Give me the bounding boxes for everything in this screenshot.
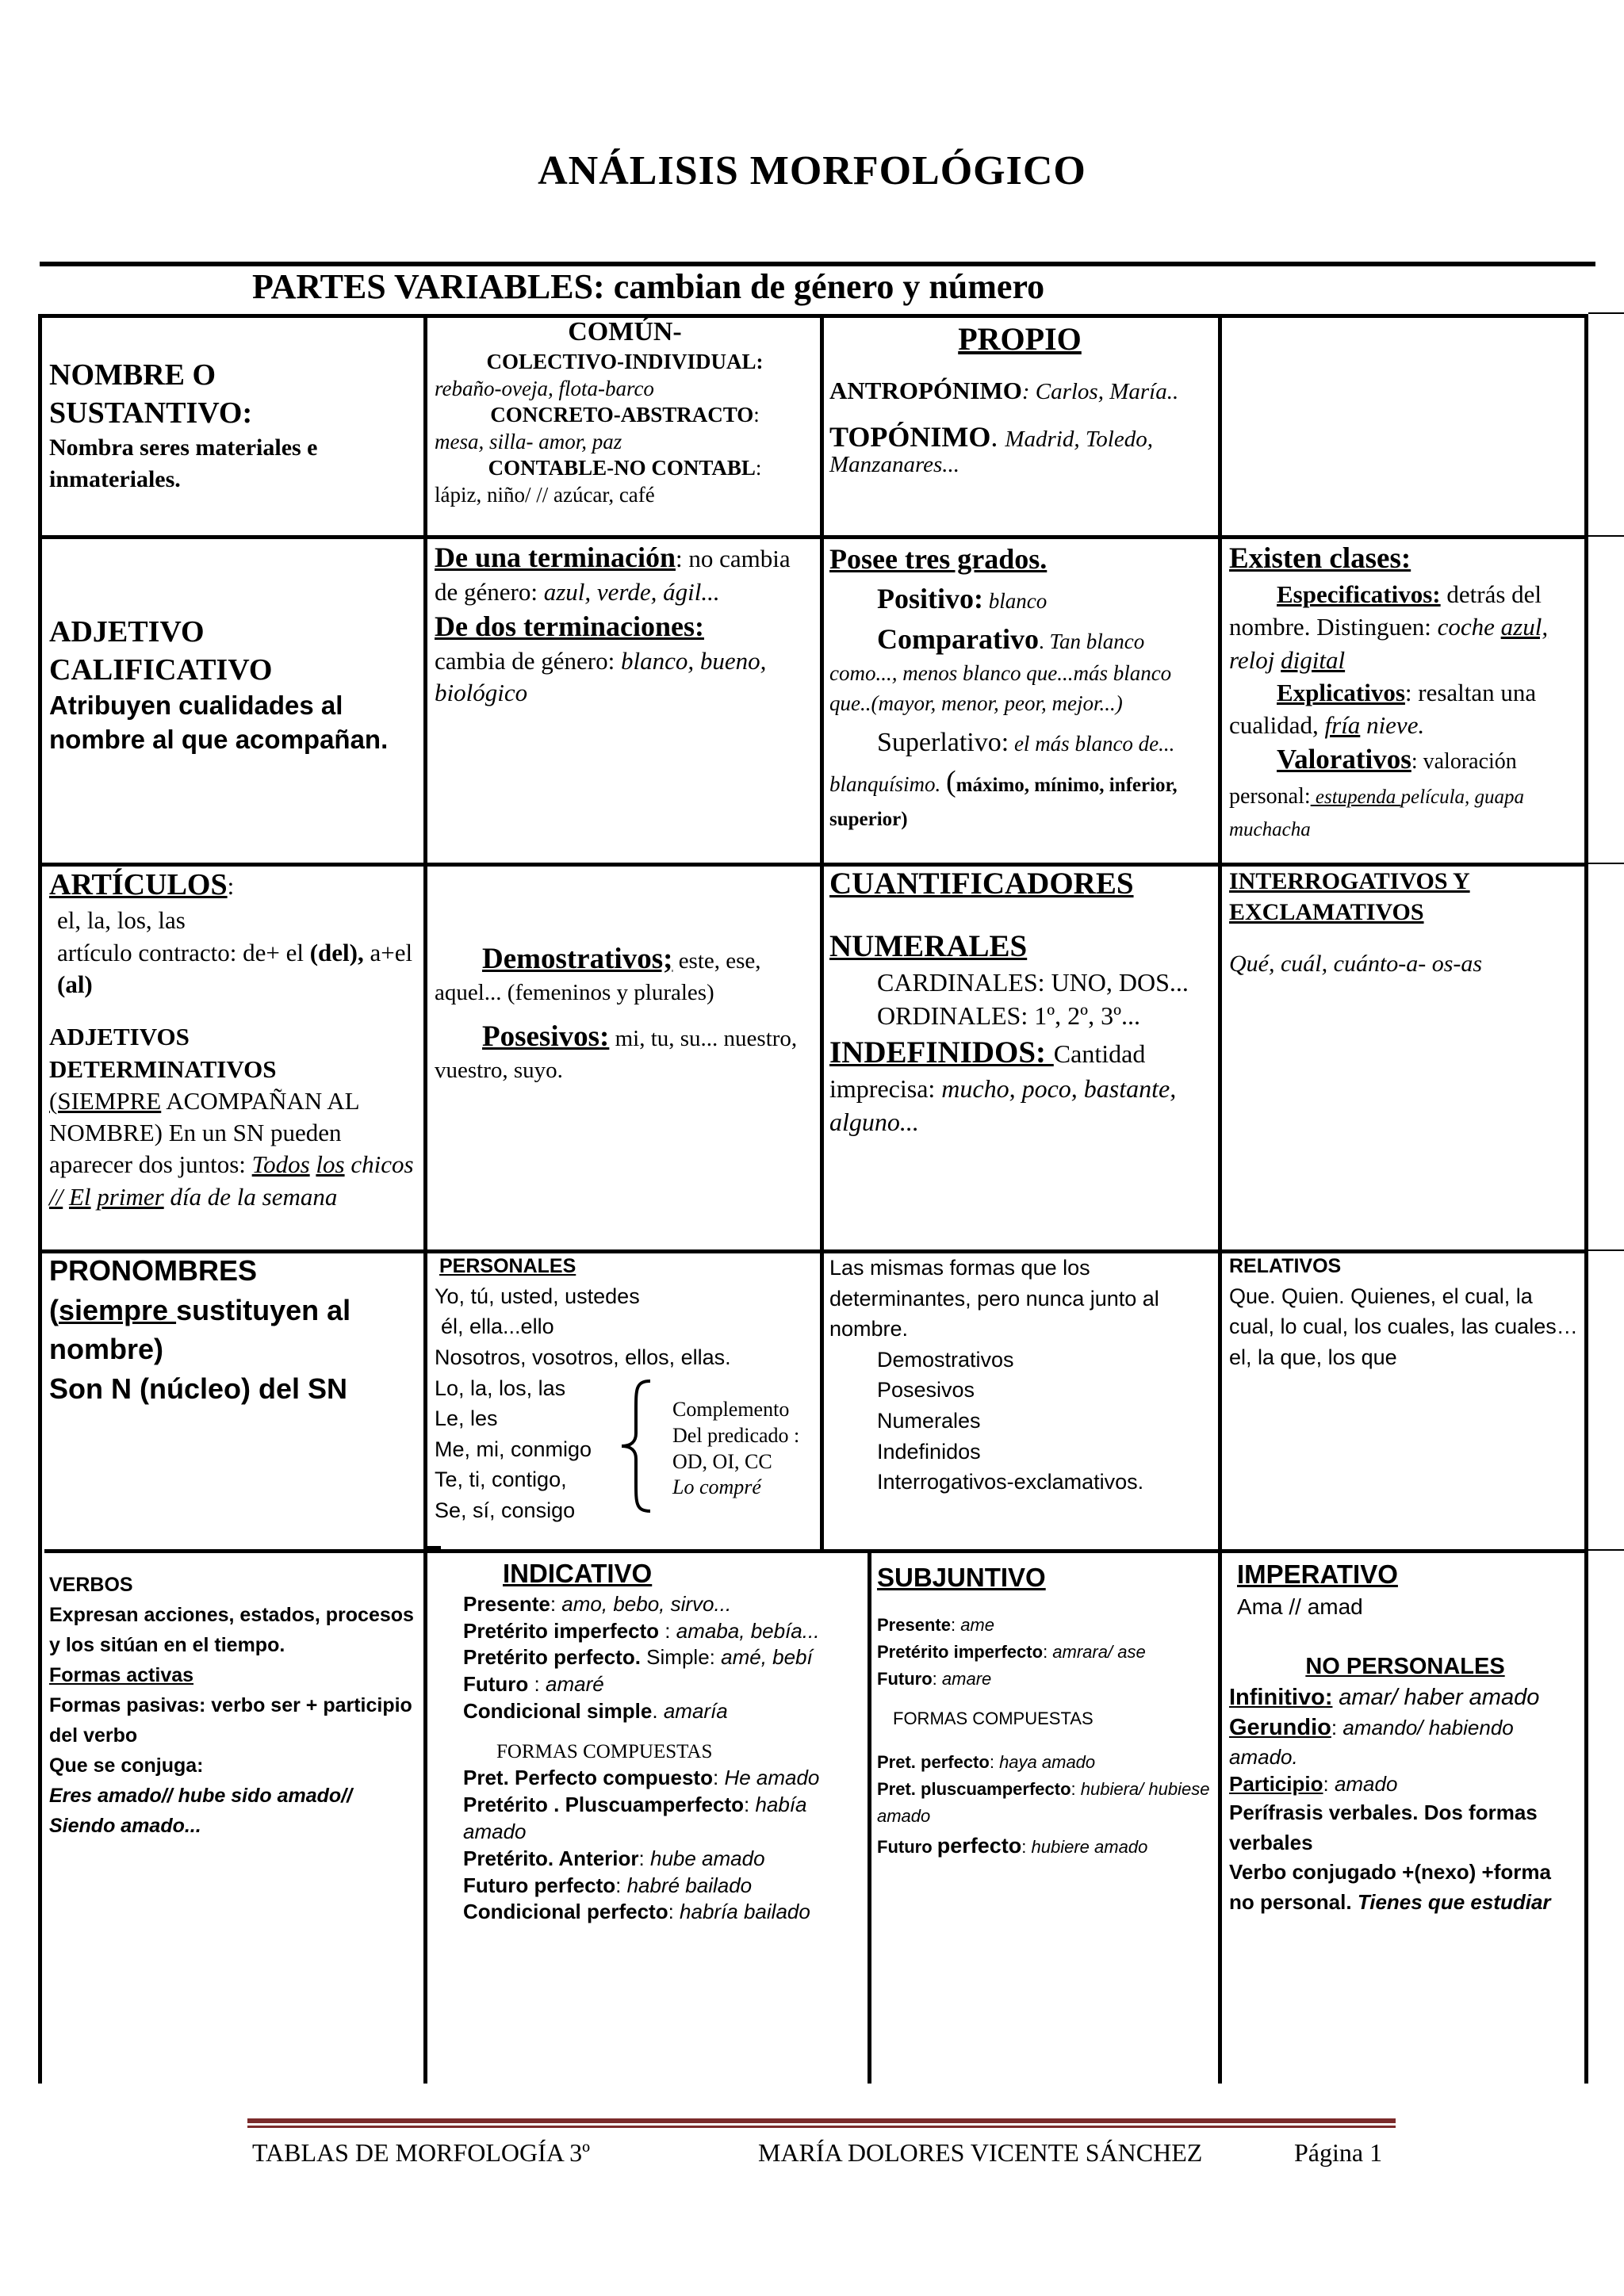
- nombre-heading-cell: [49, 357, 414, 495]
- posesivos-text: mi, tu, su... nuestro, vuestro, suyo.: [435, 1025, 798, 1083]
- sub-futuro-label: Futuro: [877, 1669, 933, 1689]
- articulos-heading: ARTÍCULOS: [49, 868, 228, 901]
- grados-heading: Posee tres grados.: [829, 543, 1048, 575]
- valorativos-ex-1: estupenda: [1310, 786, 1401, 808]
- personales-6: Me, mi, conmigo: [435, 1437, 592, 1461]
- clases-heading: Existen clases:: [1229, 542, 1411, 575]
- dos-terminaciones-label: De dos terminaciones:: [435, 610, 704, 643]
- example-2: los: [316, 1150, 345, 1179]
- infinitivo-label: Infinitivo:: [1229, 1684, 1333, 1710]
- posesivos-label: Posesivos:: [482, 1020, 610, 1053]
- personales-1: Yo, tú, usted, ustedes: [435, 1284, 640, 1308]
- curly-brace-icon: [619, 1378, 653, 1514]
- sub-c3-label-b: perfecto: [936, 1833, 1022, 1858]
- gerundio-label: Gerundio: [1229, 1715, 1331, 1741]
- pronombres-heading: PRONOMBRES: [49, 1254, 258, 1287]
- positivo-label: Positivo:: [877, 583, 983, 615]
- verbos-cell: [49, 1570, 419, 1841]
- ind-c2-example: había amado: [463, 1793, 807, 1843]
- sub-futuro-example: amare: [941, 1669, 992, 1689]
- interrogativos-heading: INTERROGATIVOS Y EXCLAMATIVOS: [1229, 868, 1470, 925]
- comun-label-2: CONCRETO-ABSTRACTO: [490, 403, 754, 427]
- imperativo-heading: IMPERATIVO: [1237, 1559, 1398, 1589]
- comun-example-2: mesa, silla- amor, paz: [435, 429, 622, 453]
- sub-c3-example: hubiere amado: [1031, 1836, 1148, 1857]
- ind-futuro-label: Futuro: [463, 1672, 529, 1697]
- ind-presente-label: Presente: [463, 1591, 550, 1616]
- example-5: El: [68, 1182, 91, 1211]
- comparativo-example: Tan blanco como..., menos blanco que...más blanco que..(mayor, menor, peor, mejor...): [829, 629, 1172, 715]
- nombre-desc: Nombra seres materiales e inmateriales.: [49, 434, 318, 492]
- explicativos-label: Explicativos: [1277, 678, 1405, 706]
- explicativos-ex-2: nieve.: [1366, 711, 1425, 740]
- sub-c1-label: Pret. perfecto: [877, 1751, 990, 1772]
- pronombres-nucleo: Son N (núcleo) del SN: [49, 1372, 348, 1406]
- sub-presente-label: Presente: [877, 1615, 951, 1636]
- ind-c1-example: He amado: [724, 1766, 820, 1790]
- toponimo-example: Madrid, Toledo, Manzanares...: [829, 426, 1153, 478]
- personales-4: Lo, la, los, las: [435, 1376, 566, 1400]
- cuantificadores-cell: [829, 864, 1213, 1138]
- ind-compuestas-heading: FORMAS COMPUESTAS: [496, 1740, 713, 1762]
- indefinidos-example: mucho, poco, bastante, alguno...: [829, 1074, 1177, 1136]
- ind-perfecto-simple: Simple:: [640, 1645, 722, 1670]
- formas-pasivas: Formas pasivas: verbo ser + participio del verbo: [49, 1694, 412, 1747]
- sub-c2-example: hubiera/ hubiese amado: [877, 1778, 1210, 1826]
- infinitivo-example: amar/ haber amado: [1339, 1684, 1540, 1710]
- complemento-1: Complemento: [672, 1398, 790, 1421]
- sub-c2-label: Pret. pluscuamperfecto: [877, 1778, 1071, 1799]
- ind-c1-label: Pret. Perfecto compuesto: [463, 1766, 713, 1790]
- pronombres-sustituyen: sustituyen al nombre): [49, 1293, 351, 1366]
- positivo-example: blanco: [988, 589, 1048, 614]
- una-terminacion-label: De una terminación: [435, 541, 676, 573]
- nombre-heading: NOMBRE O SUSTANTIVO:: [49, 358, 253, 430]
- superlativo-example: el más blanco de... blanquísimo.: [829, 731, 1175, 797]
- verbos-ejemplo: Eres amado// hube sido amado// Siendo amado...: [49, 1785, 353, 1837]
- interrogativos-cell: [1229, 866, 1578, 979]
- ind-c5-label: Condicional perfecto: [463, 1900, 668, 1924]
- mismas-formas-cell: [829, 1253, 1213, 1498]
- sub-compuestas-heading: FORMAS COMPUESTAS: [893, 1709, 1094, 1729]
- gerundio-example: amando/ habiendo amado.: [1229, 1716, 1514, 1769]
- demostrativos-posesivos-cell: [435, 940, 815, 1086]
- propio-heading: PROPIO: [958, 321, 1082, 357]
- footer-page-number: Página 1: [1294, 2138, 1383, 2167]
- cuantificadores-heading: CUANTIFICADORES: [829, 867, 1134, 901]
- personales-2: él, ella...ello: [441, 1314, 554, 1339]
- antroponimo-label: ANTROPÓNIMO: [829, 376, 1022, 404]
- valorativos-label: Valorativos: [1277, 744, 1411, 775]
- comparativo-label: Comparativo: [877, 622, 1039, 655]
- especificativos-ex-3: reloj: [1229, 645, 1275, 674]
- example-4: //: [49, 1182, 63, 1211]
- footer-rule-thin: [247, 2126, 1396, 2128]
- comun-example-3: lápiz, niño/ // azúcar, café: [435, 482, 655, 507]
- comun-label-3: CONTABLE-NO CONTABL: [488, 456, 756, 480]
- sub-c3-label: Futuro: [877, 1836, 937, 1857]
- sub-imperfecto-label: Pretérito imperfecto: [877, 1642, 1044, 1663]
- sub-imperfecto-example: amrara/ ase: [1052, 1642, 1146, 1663]
- ind-c5-example: habría bailado: [680, 1900, 810, 1924]
- adjetivo-heading-cell: [49, 614, 414, 757]
- toponimo-label: TOPÓNIMO: [829, 420, 991, 453]
- superlativo-label: Superlativo:: [877, 727, 1009, 757]
- perifrasis-text-2: Verbo conjugado +(nexo) +forma no personal.: [1229, 1860, 1551, 1915]
- ind-perfecto-example: amé, bebí: [721, 1645, 813, 1670]
- ind-perfecto-label: Pretérito perfecto.: [463, 1645, 641, 1670]
- acompanan-text: ACOMPAÑAN AL NOMBRE) En un SN pueden aparecer dos juntos:: [49, 1086, 359, 1179]
- especificativos-label: Especificativos:: [1277, 580, 1441, 609]
- ind-c4-example: habré bailado: [626, 1873, 753, 1897]
- example-1: Todos: [251, 1150, 310, 1179]
- pronombres-paren: (: [49, 1293, 59, 1326]
- dos-terminaciones-text: cambia de género:: [435, 646, 621, 675]
- example-7: día de la semana: [170, 1182, 338, 1211]
- personales-5: Le, les: [435, 1406, 498, 1431]
- mismas-item-2: Posesivos: [877, 1378, 975, 1402]
- ind-imperfecto-label: Pretérito imperfecto: [463, 1618, 660, 1643]
- indicativo-cell: INDICATIVO Presente: amo, bebo, sirvo... Pretérito imperfecto : amaba, bebía... Pretérito perfecto. Simple: amé, bebí Futuro : amaré Condicional simple. amaría FORMAS COMPUESTAS Pret. Perfecto compuesto: He amado Pretérito . Pluscuamperfecto: había amado Pretérito. Anterior: hube amado Futuro perfecto: habré bailado Condicional perfecto: habría bailado: [435, 1557, 863, 1926]
- sub-presente-example: ame: [960, 1615, 994, 1636]
- perifrasis-example: Tienes que estudiar: [1357, 1890, 1551, 1915]
- ind-c3-example: hube amado: [649, 1846, 765, 1870]
- explicativos-text: : resaltan una cualidad,: [1229, 678, 1537, 740]
- comun-example-1: rebaño-oveja, flota-barco: [435, 376, 654, 400]
- personales-3: Nosotros, vosotros, ellos, ellas.: [435, 1345, 731, 1369]
- verbos-heading: VERBOS: [49, 1574, 133, 1596]
- formas-activas: Formas activas: [49, 1664, 194, 1686]
- cardinales-text: CARDINALES: UNO, DOS...: [877, 968, 1189, 997]
- valorativos-ex-2: película, guapa muchacha: [1229, 786, 1525, 841]
- adjetivo-clases-cell: [1229, 539, 1581, 844]
- interrogativos-example: Qué, cuál, cuánto-a- os-as: [1229, 951, 1483, 977]
- complemento-3: OD, OI, CC: [672, 1449, 772, 1473]
- ind-imperfecto-example: amaba, bebía...: [676, 1618, 820, 1643]
- ind-presente-example: amo, bebo, sirvo...: [561, 1591, 732, 1616]
- articulo-al-text: a+el: [370, 938, 413, 966]
- nombre-comun-cell: COMÚN- COLECTIVO-INDIVIDUAL: rebaño-oveja, flota-barco CONCRETO-ABSTRACTO: mesa, silla- amor, paz CONTABLE-NO CONTABL: lápiz, niño/ // azúcar, café: [435, 316, 815, 508]
- subjuntivo-heading: SUBJUNTIVO: [877, 1563, 1046, 1592]
- indefinidos-label: INDEFINIDOS:: [829, 1035, 1054, 1070]
- personales-8: Se, sí, consigo: [435, 1498, 576, 1523]
- especificativos-ex-2: azul,: [1500, 613, 1549, 641]
- subjuntivo-cell: SUBJUNTIVO Presente: ame Pretérito imperfecto: amrara/ ase Futuro: amare FORMAS COMPUESTAS Pret. perfecto: haya amado Pret. pluscuamperfecto: hubiera/ hubiese amado Futuro perfecto: hubiere amado: [877, 1557, 1215, 1863]
- pronombres-siempre: siempre: [59, 1293, 177, 1326]
- numerales-heading: NUMERALES: [829, 928, 1028, 963]
- que-se-conjuga: Que se conjuga:: [49, 1755, 204, 1777]
- ordinales-text: ORDINALES: 1º, 2º, 3º...: [877, 1001, 1140, 1030]
- sub-c1-example: haya amado: [999, 1751, 1096, 1772]
- mismas-item-5: Interrogativos-exclamativos.: [877, 1470, 1144, 1494]
- relativos-text: Que. Quien. Quienes, el cual, la cual, lo cual, los cuales, las cuales…el, la que, los que: [1229, 1284, 1578, 1369]
- nombre-propio-cell: PROPIO ANTROPÓNIMO: Carlos, María.. TOPÓNIMO. Madrid, Toledo, Manzanares...: [829, 319, 1210, 478]
- relativos-heading: RELATIVOS: [1229, 1255, 1342, 1277]
- demostrativos-text: este, ese, aquel... (femeninos y plurales): [435, 948, 761, 1006]
- complemento-note: [672, 1397, 823, 1501]
- ind-c4-label: Futuro perfecto: [463, 1873, 616, 1897]
- articulos-cell: ARTÍCULOS: el, la, los, las artículo contracto: de+ el (del), a+el (al) ADJETIVOS DETERMINATIVOS (SIEMPRE ACOMPAÑAN AL NOMBRE) En un SN pueden aparecer dos juntos: Todos los chicos // El primer día de la semana: [49, 866, 419, 1213]
- comun-label-1: COLECTIVO-INDIVIDUAL:: [486, 350, 764, 374]
- indefinidos-text: Cantidad imprecisa:: [829, 1039, 1146, 1104]
- ind-condicional-label: Condicional simple: [463, 1699, 653, 1724]
- mismas-item-1: Demostrativos: [877, 1347, 1014, 1372]
- section-subtitle: PARTES VARIABLES: cambian de género y número: [252, 267, 1045, 306]
- imperativo-cell: IMPERATIVO Ama // amad NO PERSONALES Infinitivo: amar/ haber amado Gerundio: amando/ habiendo amado. Participio: amado Perífrasis verbales. Dos formas verbales Verbo conjugado +(nexo) +forma no personal. Tienes que estudiar: [1229, 1557, 1581, 1918]
- complemento-2: Del predicado :: [672, 1423, 800, 1447]
- mismas-item-4: Indefinidos: [877, 1439, 981, 1464]
- personales-7: Te, ti, contigo,: [435, 1468, 567, 1492]
- no-personales-heading: NO PERSONALES: [1305, 1654, 1505, 1680]
- una-terminacion-example: azul, verde, ágil...: [543, 577, 720, 606]
- siempre-label: (SIEMPRE: [49, 1086, 162, 1115]
- page-title: ANÁLISIS MORFOLÓGICO: [538, 148, 1086, 193]
- especificativos-ex-1: coche: [1437, 613, 1495, 641]
- antroponimo-example: : Carlos, María..: [1021, 378, 1179, 404]
- mismas-item-3: Numerales: [877, 1409, 981, 1433]
- adjetivos-determinativos-heading: ADJETIVOS DETERMINATIVOS: [49, 1023, 277, 1083]
- ind-futuro-example: amaré: [545, 1672, 604, 1697]
- pronombres-heading-cell: [49, 1251, 419, 1409]
- footer-rule: [247, 2118, 1396, 2123]
- participio-label: Participio: [1229, 1772, 1323, 1797]
- ind-condicional-example: amaría: [663, 1699, 728, 1724]
- relativos-cell: [1229, 1253, 1578, 1373]
- articulo-del: (del),: [309, 938, 364, 966]
- comun-heading: COMÚN-: [568, 317, 682, 346]
- articulo-al: (al): [57, 970, 93, 998]
- adjetivo-grados-cell: Posee tres grados. Positivo: blanco Comparativo. Tan blanco como..., menos blanco que...más blanco que..(mayor, menor, peor, mejor...) Superlativo: el más blanco de... blanquísimo. (máximo, mínimo, inferior, superior): [829, 539, 1213, 833]
- especificativos-ex-4: digital: [1281, 645, 1346, 674]
- demostrativos-label: Demostrativos;: [482, 943, 673, 975]
- una-terminacion-text: : no cambia de género:: [435, 545, 791, 606]
- mismas-formas-text: Las mismas formas que los determinantes, pero nunca junto al nombre.: [829, 1256, 1159, 1341]
- participio-example: amado: [1334, 1772, 1398, 1797]
- example-3: chicos: [350, 1150, 414, 1179]
- indicativo-heading: INDICATIVO: [503, 1559, 653, 1588]
- superlativo-extra: máximo, mínimo, inferior, superior): [829, 775, 1178, 830]
- adjetivo-desc: Atribuyen cualidades al nombre al que acompañan.: [49, 691, 389, 754]
- articulos-list: el, la, los, las: [57, 906, 186, 935]
- adjetivo-heading: ADJETIVO CALIFICATIVO: [49, 615, 273, 687]
- valorativos-text: : valoración personal:: [1229, 749, 1517, 809]
- articulo-contracto: artículo contracto: de+ el: [57, 938, 304, 966]
- perifrasis-text: Perífrasis verbales. Dos formas verbales: [1229, 1800, 1538, 1854]
- verbos-desc: Expresan acciones, estados, procesos y los sitúan en el tiempo.: [49, 1604, 414, 1656]
- personales-heading: PERSONALES: [439, 1255, 576, 1277]
- imperativo-example: Ama // amad: [1237, 1594, 1363, 1619]
- explicativos-ex-1: fría: [1324, 711, 1361, 740]
- especificativos-text: detrás del nombre. Distinguen:: [1229, 580, 1542, 641]
- ind-c2-label: Pretérito . Pluscuamperfecto: [463, 1793, 744, 1817]
- dos-terminaciones-example: blanco, bueno, biológico: [435, 646, 767, 707]
- ind-c3-label: Pretérito. Anterior: [463, 1846, 639, 1870]
- example-6: primer: [97, 1182, 164, 1211]
- complemento-4: Lo compré: [672, 1475, 761, 1499]
- adjetivo-terminaciones-cell: [435, 539, 815, 709]
- footer-left: TABLAS DE MORFOLOGÍA 3º: [252, 2138, 591, 2167]
- footer-author: MARÍA DOLORES VICENTE SÁNCHEZ: [758, 2138, 1203, 2167]
